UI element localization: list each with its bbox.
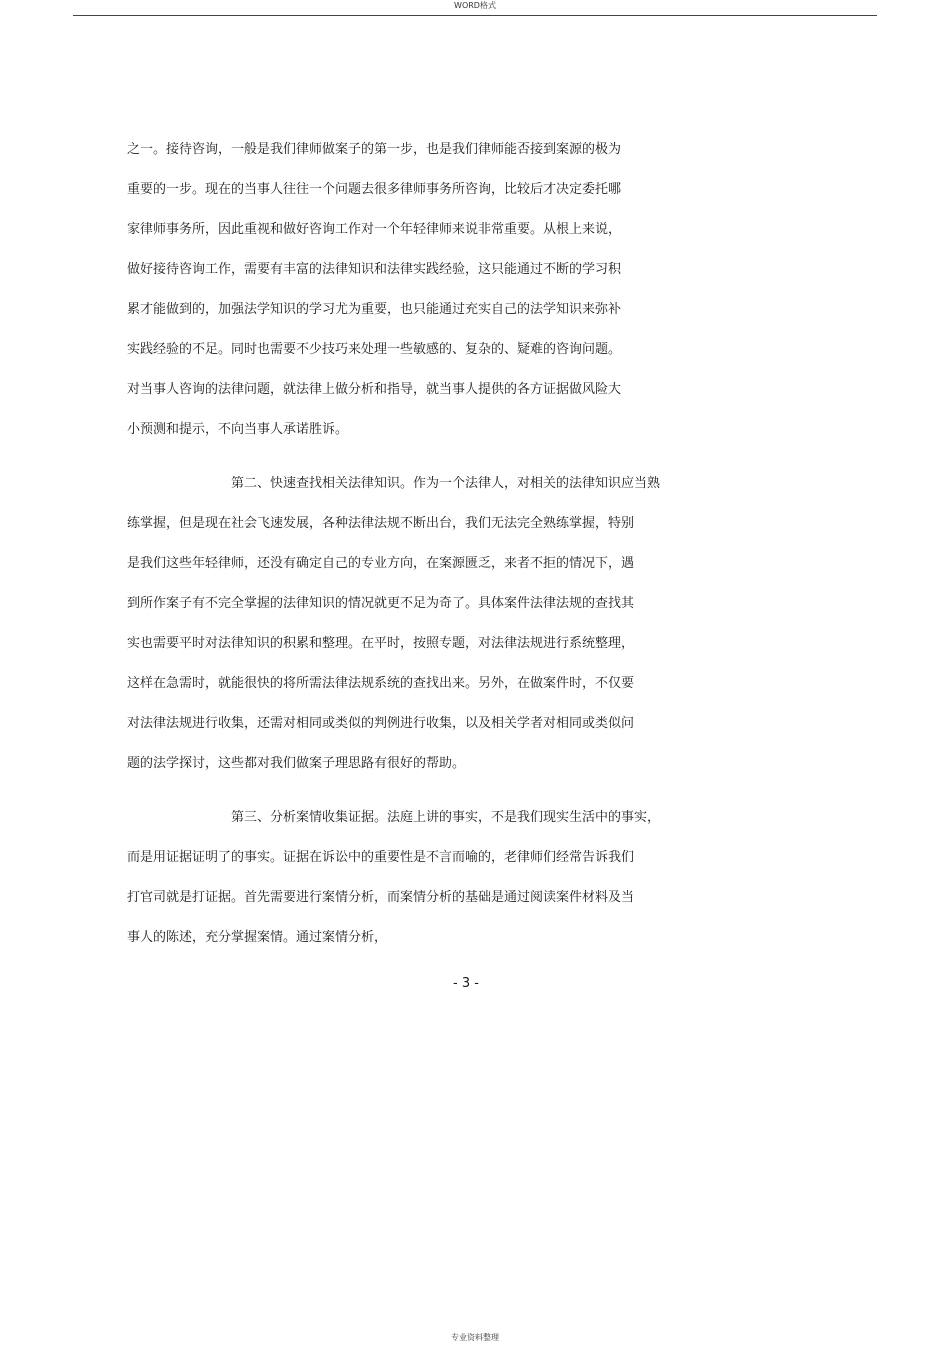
paragraph-3 — [127, 798, 727, 958]
header-divider — [73, 15, 877, 16]
text-line: 累才能做到的，加强法学知识的学习尤为重要，也只能通过充实自己的法学知识来弥补 — [127, 302, 622, 317]
text-line: 事人的陈述，充分掌握案情。通过案情分析， — [127, 930, 388, 945]
paragraph-2 — [127, 464, 727, 784]
text-line: 实践经验的不足。同时也需要不少技巧来处理一些敏感的、复杂的、疑难的咨询问题。 — [127, 342, 622, 357]
text-line-first: 第二、快速查找相关法律知识。作为一个法律人，对相关的法律知识应当熟 — [231, 476, 661, 491]
paragraph-1 — [127, 130, 727, 450]
text-line: 打官司就是打证据。首先需要进行案情分析，而案情分析的基础是通过阅读案件材料及当 — [127, 890, 635, 905]
text-line-first: 第三、分析案情收集证据。法庭上讲的事实，不是我们现实生活中的事实， — [231, 810, 661, 825]
document-body — [127, 130, 727, 958]
text-line: 重要的一步。现在的当事人往往一个问题去很多律师事务所咨询，比较后才决定委托哪 — [127, 182, 622, 197]
text-line: 而是用证据证明了的事实。证据在诉讼中的重要性是不言而喻的，老律师们经常告诉我们 — [127, 850, 635, 865]
text-line: 之一。接待咨询，一般是我们律师做案子的第一步，也是我们律师能否接到案源的极为 — [127, 142, 622, 157]
text-line: 题的法学探讨，这些都对我们做案子理思路有很好的帮助。 — [127, 756, 466, 771]
page-number: - 3 - — [453, 976, 479, 991]
text-line: 到所作案子有不完全掌握的法律知识的情况就更不足为奇了。具体案件法律法规的查找其 — [127, 596, 635, 611]
text-line: 家律师事务所，因此重视和做好咨询工作对一个年轻律师来说非常重要。从根上来说， — [127, 222, 622, 237]
text-line: 练掌握，但是现在社会飞速发展，各种法律法规不断出台，我们无法完全熟练掌握，特别 — [127, 516, 635, 531]
text-line: 做好接待咨询工作，需要有丰富的法律知识和法律实践经验，这只能通过不断的学习积 — [127, 262, 622, 277]
text-line: 对法律法规进行收集，还需对相同或类似的判例进行收集，以及相关学者对相同或类似问 — [127, 716, 635, 731]
text-line: 对当事人咨询的法律问题，就法律上做分析和指导，就当事人提供的各方证据做风险大 — [127, 382, 622, 397]
text-line: 小预测和提示，不向当事人承诺胜诉。 — [127, 422, 349, 437]
text-line: 是我们这些年轻律师，还没有确定自己的专业方向，在案源匮乏，来者不拒的情况下，遇 — [127, 556, 635, 571]
page-header: WORD格式 — [454, 1, 496, 10]
text-line: 这样在急需时，就能很快的将所需法律法规系统的查找出来。另外，在做案件时，不仅要 — [127, 676, 635, 691]
text-line: 实也需要平时对法律知识的积累和整理。在平时，按照专题，对法律法规进行系统整理， — [127, 636, 635, 651]
page-footer: 专业资料整理 — [451, 1333, 499, 1342]
